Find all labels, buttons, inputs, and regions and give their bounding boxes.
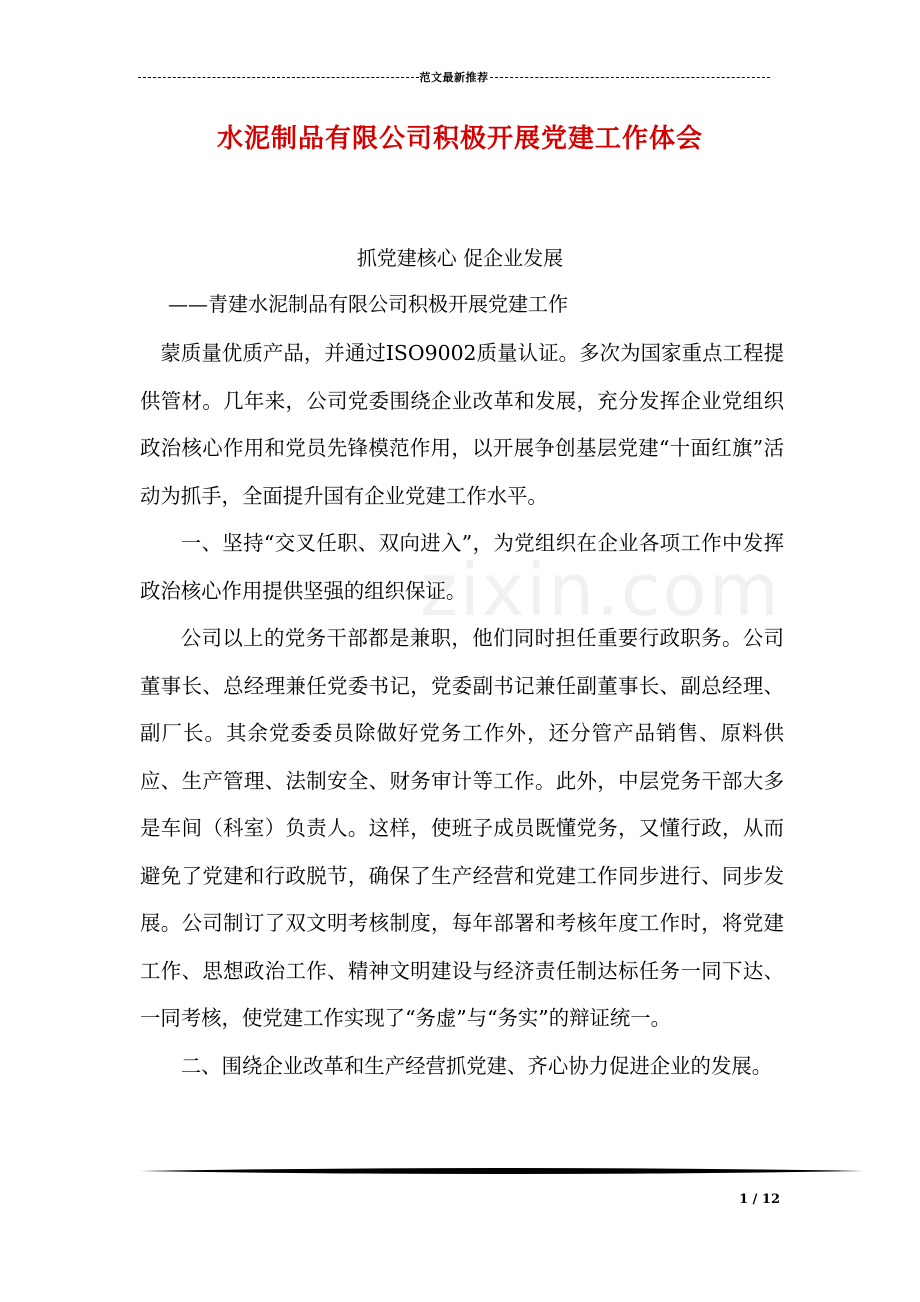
page-header	[138, 68, 770, 86]
document-body	[140, 330, 784, 1090]
paragraph: 公司以上的党务干部都是兼职，他们同时担任重要行政职务。公司董事长、总经理兼任党委书记，党委副书记兼任副董事长、副总经理、副厂长。其余党委委员除做好党务工作外，还分管产品销售、原料供应、生产管理、法制安全、财务审计等工作。此外，中层党务干部大多是车间（科室）负责人。这样，使班子成员既懂党务，又懂行政，从而避免了党建和行政脱节，确保了生产经营和党建工作同步进行、同步发展。公司制订了双文明考核制度，每年部署和考核年度工作时，将党建工作、思想政治工作、精神文明建设与经济责任制达标任务一同下达、一同考核，使党建工作实现了“务虚”与“务实”的辩证统一。	[140, 626, 784, 1030]
header-dash-right	[490, 77, 771, 78]
watermark-text: zixin.com	[420, 548, 781, 632]
page-number: 1 / 12	[739, 1192, 780, 1207]
paragraph: 蒙质量优质产品，并通过ISO9002质量认证。多次为国家重点工程提供管材。几年来，公司党委围绕企业改革和发展，充分发挥企业党组织政治核心作用和党员先锋模范作用，以开展争创基层党建“十面红旗”活动为抓手，全面提升国有企业党建工作水平。	[140, 341, 784, 508]
header-dash-left	[138, 77, 419, 78]
document-byline: ——青建水泥制品有限公司积极开展党建工作	[168, 292, 568, 316]
paragraph: 一、坚持“交叉任职、双向进入”，为党组织在企业各项工作中发挥政治核心作用提供坚强的组织保证。	[140, 531, 784, 603]
header-label: 范文最新推荐	[419, 71, 489, 84]
document-subtitle: 抓党建核心 促企业发展	[356, 246, 564, 270]
footer-rule	[140, 1166, 864, 1176]
document-title: 水泥制品有限公司积极开展党建工作体会	[216, 124, 703, 154]
paragraph: 二、围绕企业改革和生产经营抓党建、齐心协力促进企业的发展。	[180, 1053, 773, 1078]
